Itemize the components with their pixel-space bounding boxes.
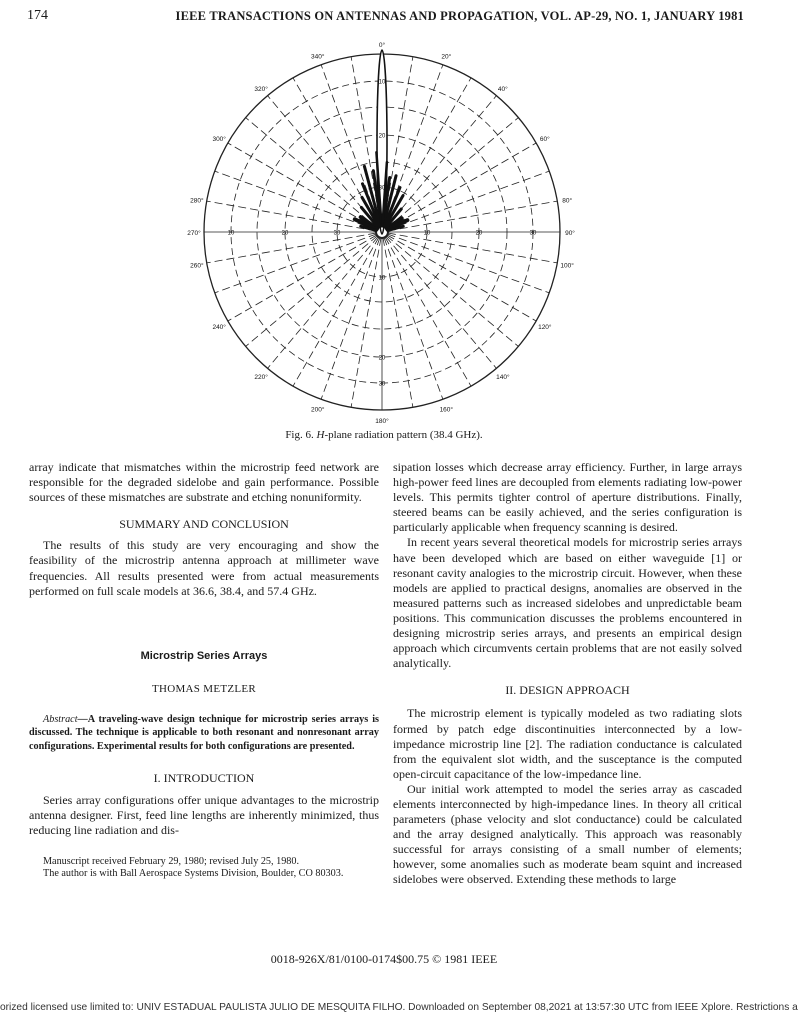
summary-heading: SUMMARY AND CONCLUSION xyxy=(119,517,289,532)
angle-label: 90° xyxy=(565,230,575,237)
abstract xyxy=(29,713,379,754)
radial-scale-label: 10 xyxy=(227,230,235,237)
angle-label: 220° xyxy=(254,374,268,382)
paragraph-4: Our initial work attempted to model the series array as cascaded elements interconnected by high-impedance lines. In theory all critical parameters (phase velocity and slot conductance) could be calculated and the array designed analytically. This approach was reasonably successful for arrays consisting of a small number of elements; however, some anomalies such as moderate beam squint and increased sidelobes were observed. Extending these methods to large xyxy=(393,781,742,887)
caption-italic: H xyxy=(316,429,325,441)
angle-label: 140° xyxy=(496,374,510,382)
radial-scale-label: 20 xyxy=(281,230,289,237)
article-title: Microstrip Series Arrays xyxy=(140,649,268,662)
radial-scale-label: 30 xyxy=(378,185,386,192)
angle-label: 120° xyxy=(538,324,552,331)
angle-label: 340° xyxy=(310,53,325,61)
footnote-manuscript: Manuscript received February 29, 1980; revised July 25, 1980. xyxy=(43,855,300,867)
angle-label: 200° xyxy=(310,406,325,414)
radiation-pattern-figure xyxy=(168,36,600,425)
radial-scale-label: 20 xyxy=(378,355,386,362)
paragraph-2: In recent years several theoretical models for microstrip series arrays have been developed which are based on either waveguide [1] or resonant cavity analogies to the microstrip circuit. However, when these models are applied to practical designs, anomalies are observed in the measured patterns such as increased sidelobes and unpredictable beam positions. This communication discusses the problems encountered in designing microstrip series arrays, and presents an empirical design approach which circumvents certain problems that are not easily solved analytically. xyxy=(393,535,742,671)
radial-scale-label: 10 xyxy=(378,275,386,282)
left-column xyxy=(29,460,379,881)
angle-label: 100° xyxy=(560,262,574,270)
radial-scale-label: 10 xyxy=(378,79,386,86)
abstract-text: —A traveling-wave design technique for microstrip series arrays is discussed. The technique is applicable to both resonant and nonresonant array configurations. Experimental results for both configurations are presented. xyxy=(29,713,379,752)
continuation-paragraph: array indicate that mismatches within the microstrip feed network are responsible for the degraded sidelobe and gain performance. Possible sources of these mismatches are substrate and etching nonuniformity. xyxy=(29,460,379,505)
angle-label: 80° xyxy=(562,197,573,205)
paragraph-3: The microstrip element is typically modeled as two radiating slots formed by patch edge discontinuities interconnected by a low-impedance microstrip line [2]. The radiation conductance is calculated from the equivalent slot width, and the susceptance is the computed open-circuit capacitance of the low-impedance line. xyxy=(393,706,742,781)
journal-header: IEEE TRANSACTIONS ON ANTENNAS AND PROPAGATION, VOL. AP-29, NO. 1, JANUARY 1981 xyxy=(175,9,744,23)
angle-label: 270° xyxy=(187,230,201,237)
radial-scale-label: 30 xyxy=(529,230,537,237)
radiation-lobes xyxy=(355,50,408,234)
intro-paragraph: Series array configurations offer unique advantages to the microstrip antenna designer. First, feed line lengths are inherently minimized, thus reducing line radiation and dis- xyxy=(29,792,379,837)
copyright-line: 0018-926X/81/0100-0174$00.75 © 1981 IEEE xyxy=(270,952,498,966)
radial-scale-label: 10 xyxy=(423,230,431,237)
angle-label: 0° xyxy=(378,42,386,49)
angle-label: 320° xyxy=(254,85,268,93)
angle-label: 300° xyxy=(212,136,226,143)
intro-heading: I. INTRODUCTION xyxy=(153,771,255,786)
radial-spoke xyxy=(388,201,557,231)
radial-scale-label: 30 xyxy=(378,381,386,388)
author-name: THOMAS METZLER xyxy=(151,682,257,695)
page-number: 174 xyxy=(27,8,48,23)
design-heading: II. DESIGN APPROACH xyxy=(505,683,630,698)
radial-spoke xyxy=(207,230,376,263)
angle-label: 240° xyxy=(212,324,226,331)
radial-scale-label: 20 xyxy=(378,133,386,140)
caption-rest: -plane radiation pattern (38.4 GHz). xyxy=(324,429,483,441)
footnote-author: The author is with Ball Aerospace Systems Division, Boulder, CO 80303. xyxy=(43,868,344,880)
angle-label: 40° xyxy=(497,85,508,93)
angle-label: 60° xyxy=(539,136,550,143)
radial-scale-label: 20 xyxy=(475,230,483,237)
footnotes xyxy=(29,856,379,881)
right-column xyxy=(393,460,742,888)
angle-label: 260° xyxy=(190,262,204,270)
abstract-label: Abstract xyxy=(43,713,78,725)
paragraph-1: sipation losses which decrease array efficiency. Further, in large arrays high-power feed lines are decoupled from elements radiating low-power levels. This permits tighter control of aperture distributions. Finally, steered beams can be easily achieved, and the series configuration is particularly applicable when frequency scanning is desired. xyxy=(393,460,742,535)
angle-label: 180° xyxy=(375,418,389,425)
angle-label: 20° xyxy=(441,53,452,61)
angle-label: 160° xyxy=(439,406,454,414)
download-notice: orized licensed use limited to: UNIV ESTADUAL PAULISTA JULIO DE MESQUITA FILHO. Downloaded on September 08,2021 at 13:57:30 UTC from IEEE Xplore. Restrictions a xyxy=(0,1002,798,1013)
summary-paragraph: The results of this study are very encouraging and show the feasibility of the microstrip antenna approach at millimeter wave frequencies. All results presented were from actual measurements performed on full scale models at 36.6, 38.4, and 57.4 GHz. xyxy=(29,538,379,598)
caption-prefix: Fig. 6. xyxy=(285,429,314,441)
figure-caption xyxy=(0,429,768,441)
angle-label: 280° xyxy=(190,197,204,205)
radial-scale-label: 30 xyxy=(333,230,341,237)
